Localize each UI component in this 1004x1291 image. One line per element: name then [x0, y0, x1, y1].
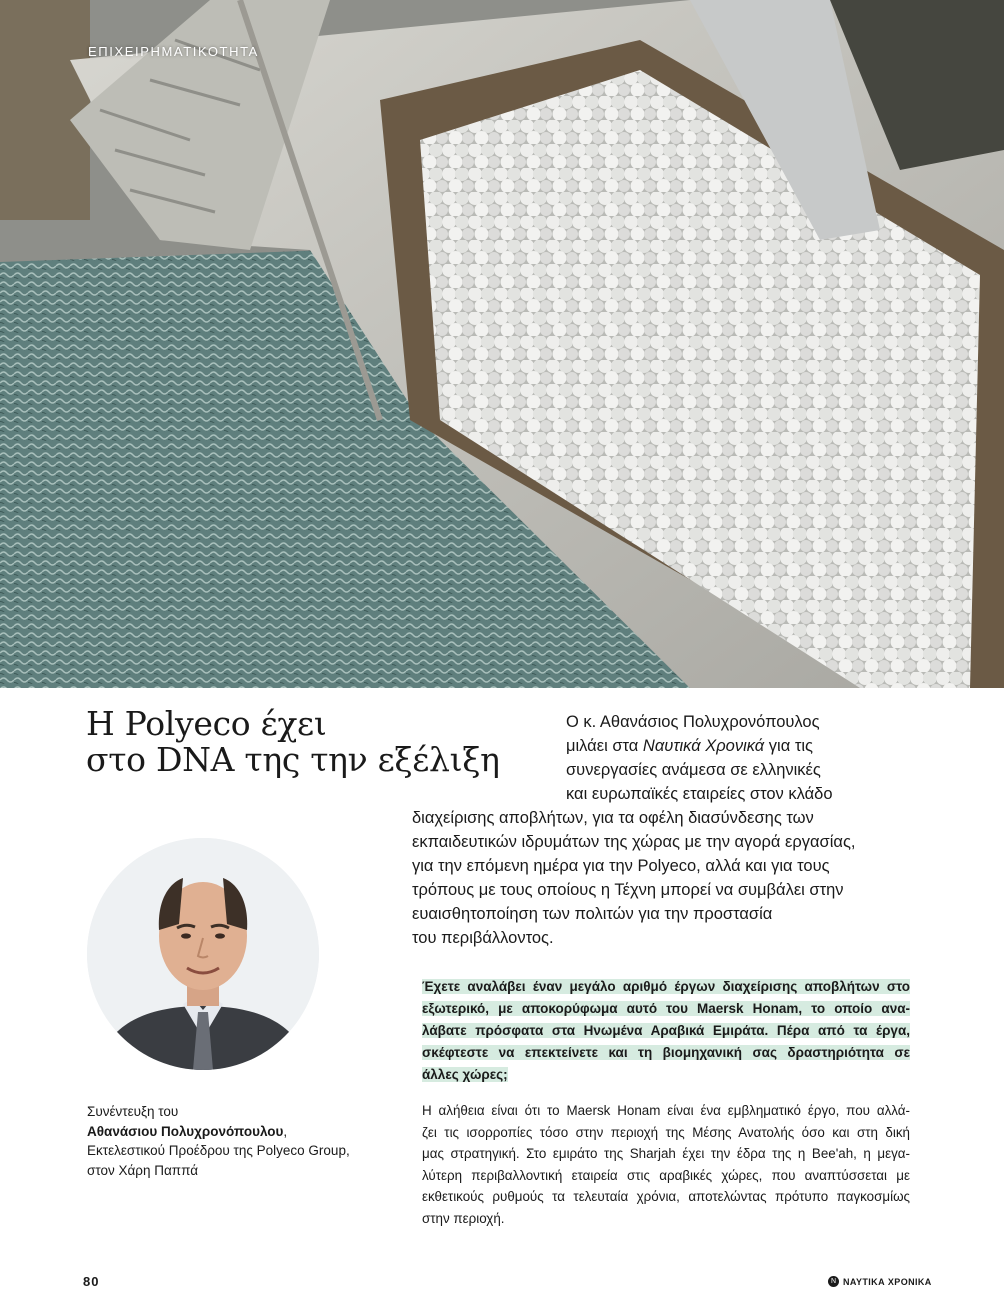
highlight: άλλες χώρες;: [422, 1067, 508, 1082]
question-line: [422, 1020, 910, 1042]
intro-line: [566, 734, 813, 758]
highlight: σκέφτεστε να επεκτείνετε και τη βιομηχανική σας δραστηριότητα σε: [422, 1045, 910, 1060]
intro-line: διαχείρισης αποβλήτων, για τα οφέλη διασύνδεσης των: [412, 809, 814, 827]
highlight: λάβατε πρόσφατα στα Ηνωμένα Αραβικά Εμιράτα. Πέρα από τα έργα,: [422, 1023, 910, 1038]
highlight: εξωτερικό, με αποκορύφωμα αυτό του Maersk Honam, το οποίο ανα-: [422, 1001, 910, 1016]
interviewee-portrait: [87, 838, 319, 1070]
credit-line: Συνέντευξη του: [87, 1104, 179, 1119]
headline-line-2: στο DNA της την εξέλιξη: [86, 740, 500, 779]
credit-comma: ,: [283, 1123, 288, 1139]
intro-text: για τις: [764, 737, 813, 755]
answer-line: ζει τις ισορροπίες τόσο στην περιοχή της Μέσης Ανατολής όσο και στη δική: [422, 1124, 910, 1140]
answer-line: Η αλήθεια είναι ότι το Maersk Honam είναι ένα εμβληματικό έργο, που αλλά-: [422, 1103, 910, 1118]
interview-question: [422, 976, 910, 1086]
article-headline: [86, 704, 500, 779]
headline-line-1: Η Polyeco έχει: [86, 704, 327, 743]
highlight: Έχετε αναλάβει έναν μεγάλο αριθμό έργων διαχείρισης αποβλήτων στο: [422, 979, 910, 994]
page-number: 80: [83, 1274, 100, 1289]
credit-line: στον Χάρη Παππά: [87, 1162, 199, 1178]
answer-line: μας στρατηγική. Στο εμιράτο της Sharjah έχει την έδρα της η Bee'ah, η μεγα-: [422, 1146, 910, 1162]
interview-answer: [422, 1100, 910, 1230]
intro-line: Ο κ. Αθανάσιος Πολυχρονόπουλος: [566, 713, 820, 731]
portrait-illustration: [87, 838, 319, 1070]
credit-line: Εκτελεστικού Προέδρου της Polyeco Group,: [87, 1143, 350, 1158]
interviewee-name: Αθανάσιου Πολυχρονόπουλου: [87, 1123, 284, 1139]
intro-line: και ευρωπαϊκές εταιρείες στον κλάδο: [566, 785, 833, 803]
intro-line: ευαισθητοποίηση των πολιτών για την προστασία: [412, 905, 773, 923]
intro-line: εκπαιδευτικών ιδρυμάτων της χώρας με την αγορά εργασίας,: [412, 833, 856, 851]
brand-logo-icon: Ν: [828, 1276, 839, 1287]
intro-line: τρόπους με τους οποίους η Τέχνη μπορεί να συμβάλει στην: [412, 881, 844, 899]
question-line: [422, 1042, 910, 1064]
answer-line: στην περιοχή.: [422, 1210, 505, 1226]
quay-ground: [0, 0, 90, 220]
question-line: [422, 1064, 910, 1086]
answer-line: λύτερη περιβαλλοντική εταιρεία στις αραβικές χώρες, που αναπτύσσεται με: [422, 1167, 910, 1183]
question-line: [422, 976, 910, 998]
intro-line: του περιβάλλοντος.: [412, 929, 554, 947]
interview-credit: [87, 1102, 397, 1180]
credit-line: [87, 1122, 397, 1142]
intro-line: για την επόμενη ημέρα για την Polyeco, αλλά και για τους: [412, 857, 830, 875]
magazine-brand: [828, 1276, 932, 1287]
intro-line: συνεργασίες ανάμεσα σε ελληνικές: [566, 761, 821, 779]
magazine-name: Ναυτικά Χρονικά: [642, 737, 765, 755]
answer-line: εκθετικούς ρυθμούς τα τελευταία χρόνια, αποτελώντας πρότυπο παγκοσμίως: [422, 1189, 910, 1205]
intro-text: μιλάει στα: [566, 737, 643, 755]
section-label: ΕΠΙΧΕΙΡΗΜΑΤΙΚΟΤΗΤΑ: [88, 44, 259, 59]
brand-name: ΝΑΥΤΙΚΑ ΧΡΟΝΙΚΑ: [843, 1276, 932, 1287]
question-line: [422, 998, 910, 1020]
